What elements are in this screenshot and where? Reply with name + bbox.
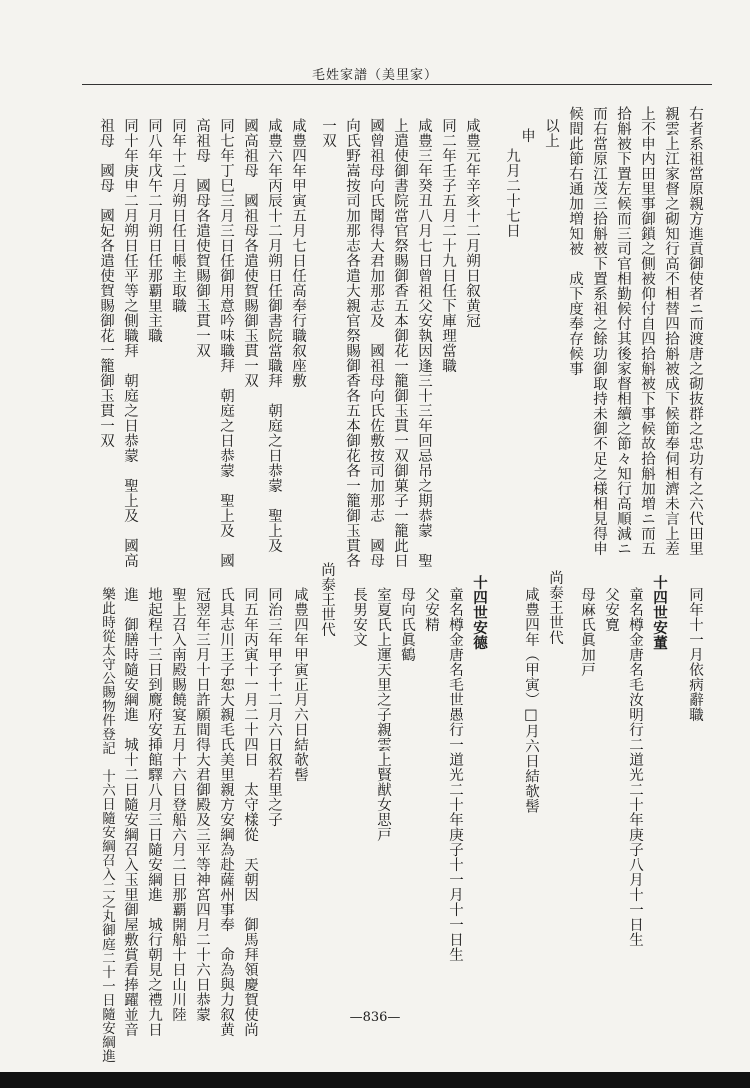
text-column: 同年十一月依病辭職	[687, 587, 703, 722]
text-column: 祖母 國母 國妃各遣使賀賜御花一籠御玉貫一双	[98, 118, 114, 448]
scan-edge	[0, 1072, 750, 1088]
text-column: 一双	[320, 118, 336, 148]
text-column: 向氏野嵩按司加那志各遣大親官祭賜御香各五本御花各一籠御玉貫各	[344, 118, 360, 568]
text-column: 童名樽金唐名毛汝明行二道光二十年庚子八月十一日生	[627, 587, 643, 947]
text-column: 咸豊四年（甲寅）□月六日結欹髻	[523, 587, 539, 814]
text-column: 尚泰王世代	[319, 562, 335, 637]
text-column: 母向氏眞鶴	[399, 587, 415, 662]
text-column: 拾斛被下置左候而三司官相勤候付其後家督相續之節々知行高順減ニ	[615, 106, 631, 556]
page-header: 毛姓家譜（美里家）	[311, 68, 438, 83]
text-column: 咸豊四年甲寅五月七日任高奉行職叙座敷	[290, 118, 306, 388]
text-column: 高祖母 國母各遣使賀賜御玉貫一双	[194, 118, 210, 358]
text-column: 長男安文	[351, 587, 367, 647]
text-column: 同年十二月朔日任日帳主取職	[170, 118, 186, 313]
text-column: 尚泰王世代	[547, 570, 563, 645]
text-column: 候間此節右通加増知被 成下度奉存候事	[567, 106, 583, 376]
page-number: —836—	[349, 1010, 401, 1025]
text-column: 咸豊元年辛亥十二月朔日叙黄冠	[464, 118, 480, 328]
text-column: 冠翌年三月十日許願間得大君御殿及三平等神宮四月二十六日恭蒙	[194, 587, 210, 1022]
text-column: 童名樽金唐名毛世愚行一道光二十年庚子十一月十一日生	[447, 587, 463, 962]
text-column: 母麻氏眞加戸	[579, 587, 595, 677]
text-column: 親雲上江家督之砌知行高不相替四拾斛被成下候節奉伺相濟未言上差	[663, 106, 679, 556]
text-column: 右者系祖當原親方進貢御使者ニ而渡唐之砌抜群之忠功有之六代田里	[687, 106, 703, 556]
text-column: 父安精	[423, 587, 439, 632]
text-column: 聖上召入南殿賜饒宴五月十六日登船六月二日那覇開船十日山川陸	[170, 587, 186, 1022]
text-column: 室夏氏上運天里之子親雲上賢猷女思戸	[375, 587, 391, 842]
text-column: 上遣使御書院當官祭賜御香五本御花一籠御玉貫一双御菓子一籠此日	[392, 118, 408, 568]
text-column: 申	[519, 128, 535, 143]
text-column: 同八年戊午二月朔日任那覇里主職	[146, 118, 162, 343]
text-column: 上不申内田里事御鎖之側被仰付自四拾斛被下事候故拾斛加増ニ而五	[639, 106, 655, 556]
text-column: 咸豊四年甲寅正月六日結欹髻	[292, 587, 308, 782]
text-column: 咸豊六年丙辰十二月朔日任御書院當職拜 朝庭之日恭蒙 聖上及	[266, 118, 282, 553]
text-column: 父安寛	[603, 587, 619, 632]
header-rule	[82, 84, 712, 85]
generation-heading: 十四世安董	[651, 575, 668, 650]
text-column: 九月二十七日	[504, 148, 520, 238]
text-column: 同七年丁巳三月三日任御用意吟味職拜 朝庭之日恭蒙 聖上及 國	[218, 118, 234, 568]
text-column: 樂此時從太守公賜物件登記 十六日隨安綱召入二之丸御庭二十一日隨安綱進	[99, 587, 115, 1063]
text-column: 國曾祖母向氏聞得大君加那志及 國祖母向氏佐敷按司加那志 國母	[368, 118, 384, 568]
text-column: 地起程十三日到麑府安揷館驛八月三日隨安綱進 城行朝見之禮九日	[146, 587, 162, 1037]
generation-heading: 十四世安德	[471, 575, 488, 650]
text-column: 氏具志川王子恕大親毛氏美里親方安綱為赴薩州事奉 命為與力叙黄	[218, 587, 234, 1037]
text-column: 同五年丙寅十一月二十四日 太守樣從 天朝因 御馬拜領慶賀使尚	[242, 587, 258, 1037]
text-column: 同十年庚申二月朔日任平等之側職拜 朝庭之日恭蒙 聖上及 國高	[122, 118, 138, 568]
text-column: 咸豊三年癸丑八月七日曾祖父安執因逢三十三年回忌吊之期恭蒙 聖	[416, 118, 432, 568]
text-column: 同治三年甲子十二月六日叙若里之子	[266, 587, 282, 827]
text-column: 而右當原江茂三拾斛被下置系祖之餘功御取持未御不足之様相見得申	[591, 106, 607, 556]
text-column: 以上	[543, 118, 559, 148]
text-column: 進 御膳時隨安綱進 城十二日隨安綱召入玉里御屋敷賞看捧躍並音	[122, 587, 138, 1037]
text-column: 同二年壬子五月二十九日任下庫理當職	[440, 118, 456, 373]
text-column: 國高祖母 國祖母各遣使賀賜御玉貫一双	[242, 118, 258, 388]
